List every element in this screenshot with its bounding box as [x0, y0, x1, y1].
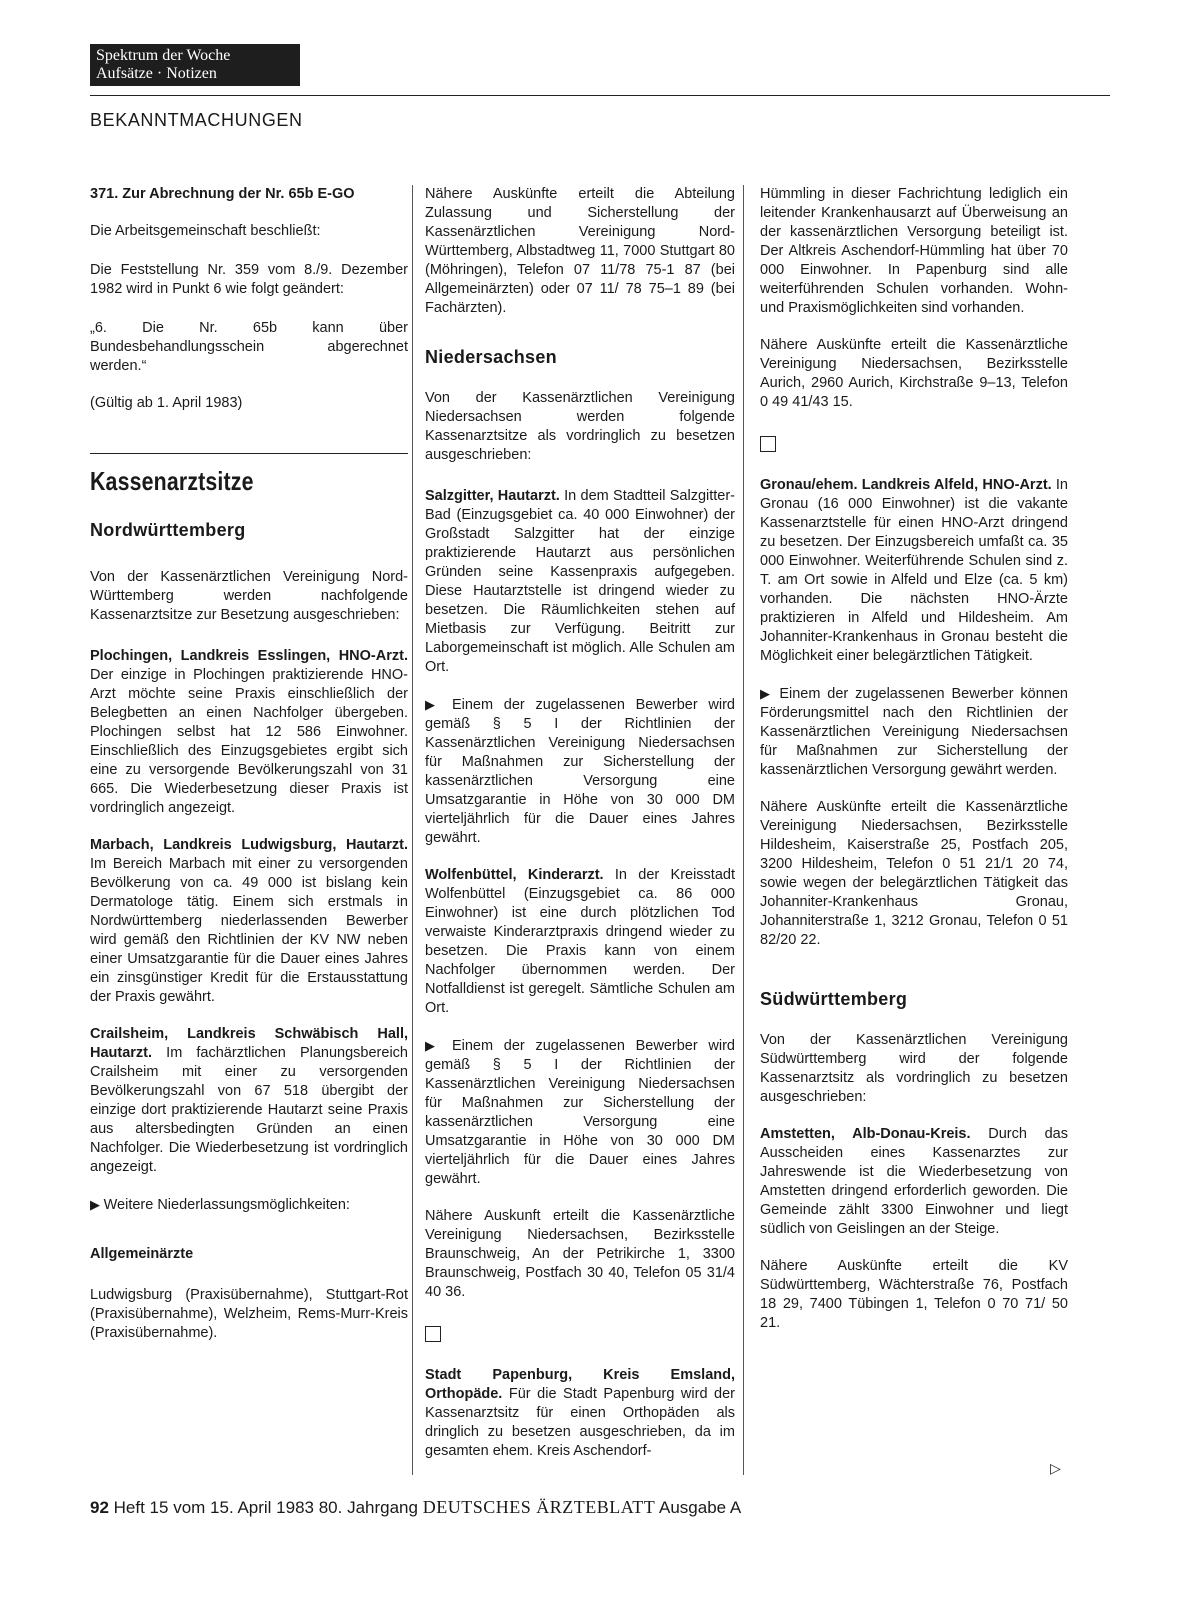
header-line-2: Aufsätze · Notizen	[96, 65, 217, 82]
continue-arrow-icon: ▷	[1050, 1460, 1061, 1476]
listing-crailsheim	[90, 1025, 408, 1177]
listing-text: Für die Stadt Papenburg wird der Kassenarztsitz für einen Orthopäden als dringlich zu besetzen ausgeschrieben, da im gesamten ehem. Kreis Aschendorf-	[425, 1386, 735, 1459]
column-header-box	[90, 44, 300, 86]
listing-title: Marbach, Landkreis Ludwigsburg, Hautarzt.	[90, 837, 408, 853]
further-options-text: Weitere Niederlassungsmöglichkeiten:	[103, 1197, 350, 1213]
applicant-note-text: Einem der zugelassenen Bewerber können Förderungsmittel nach den Richtlinien der Kassenärztlichen Vereinigung Niedersachsen für Maßnahmen zur Sicherstellung der kassenärztlichen Versorgung gewährt werden.	[760, 686, 1068, 778]
region-heading: Niedersachsen	[425, 347, 557, 367]
listing-title: Wolfenbüttel, Kinderarzt.	[425, 867, 604, 883]
listing-text: Im Bereich Marbach mit einer zu versorgenden Bevölkerung von ca. 49 000 ist bislang kein Dermatologe tätig. Einem sich erstmals in Nordwürttemberg niederlassenden Bewerber wird gemäß den Richtlinien der KV NW neben einer Umsatzgarantie für die Dauer eines Jahres ein zinsgünstiger Kredit für die Erstausstattung der Praxis gewährt.	[90, 856, 408, 1005]
allgemeinaerzte-list: Ludwigsburg (Praxisübernahme), Stuttgart-Rot (Praxisübernahme), Welzheim, Rems-Murr-Kreis (Praxisübernahme).	[90, 1287, 408, 1341]
listing-title: Amstetten, Alb-Donau-Kreis.	[760, 1126, 971, 1142]
title-rule	[90, 453, 408, 454]
applicant-note	[425, 695, 735, 848]
item-371-paragraph: „6. Die Nr. 65b kann über Bundesbehandlungsschein abgerechnet werden.“	[90, 320, 408, 374]
contact-info: Nähere Auskunft erteilt die Kassenärztliche Vereinigung Niedersachsen, Bezirksstelle Braunschweig, An der Petrikirche 1, 3300 Braunschweig, Postfach 30 40, Telefon 05 31/4 40 36.	[425, 1208, 735, 1300]
edition: Ausgabe A	[659, 1498, 742, 1517]
item-371-title: 371. Zur Abrechnung der Nr. 65b E-GO	[90, 186, 355, 202]
listing-salzgitter	[425, 487, 735, 677]
section-label: BEKANNTMACHUNGEN	[90, 110, 303, 130]
column-divider-1	[412, 185, 413, 1475]
listing-title: Stadt Papenburg, Kreis Emsland, Orthopäde.	[425, 1367, 735, 1402]
applicant-note-text: Einem der zugelassenen Bewerber wird gemäß § 5 I der Richtlinien der Kassenärztlichen Vereinigung Niedersachsen für Maßnahmen zur Sicherstellung der kassenärztlichen Versorgung eine Umsatzgarantie in Höhe von 30 000 DM vierteljährlich für die Dauer eines Jahres gewährt.	[425, 1038, 735, 1187]
listing-amstetten	[760, 1125, 1068, 1239]
region-intro: Von der Kassenärztlichen Vereinigung Nord-Württemberg werden nachfolgende Kassenarztsitze zur Besetzung ausgeschrieben:	[90, 569, 408, 623]
region-intro: Von der Kassenärztlichen Vereinigung Niedersachsen werden folgende Kassenarztsitze als vordringlich zu besetzen ausgeschrieben:	[425, 390, 735, 463]
listing-text: In dem Stadtteil Salzgitter-Bad (Einzugsgebiet ca. 40 000 Einwohner) der Großstadt Salzgitter hat der einzige praktizierende Hautarzt aus persönlichen Gründen seine Kassenpraxis aufgegeben. Diese Hautarztstelle ist dringend wieder zu besetzen. Die Räumlichkeiten stehen auf Mietbasis zur Verfügung. Beitritt zur Laborgemeinschaft ist möglich. Alle Schulen am Ort.	[425, 488, 736, 675]
listing-wolfenbuettel	[425, 866, 735, 1018]
region-intro: Von der Kassenärztlichen Vereinigung Südwürttemberg wird der folgende Kassenarztsitz als vordringlich zu besetzen ausgeschrieben:	[760, 1032, 1068, 1105]
listing-title: Crailsheim, Landkreis Schwäbisch Hall, Hautarzt.	[90, 1026, 408, 1061]
contact-info: Nähere Auskünfte erteilt die KV Südwürttemberg, Wächterstraße 76, Postfach 18 29, 7400 Tübingen 1, Telefon 0 70 71/ 50 21.	[760, 1258, 1068, 1331]
triangle-bullet-icon: ▶	[425, 1038, 452, 1053]
listing-text: In Gronau (16 000 Einwohner) ist die vakante Kassenarztstelle für einen HNO-Arzt dringend zu besetzen. Der Einzugsbereich umfaßt ca. 35 000 Einwohner. Weiterführende Schulen sind z. T. am Ort sowie in Alfeld und Elze (ca. 5 km) vorhanden. Die nächsten HNO-Ärzte praktizieren in Alfeld und Hildesheim. Am Johanniter-Krankenhaus in Gronau besteht die Möglichkeit einer belegärztlichen Tätigkeit.	[760, 477, 1068, 664]
item-371-paragraph: Die Arbeitsgemeinschaft beschließt:	[90, 223, 321, 239]
contact-info: Nähere Auskünfte erteilt die Kassenärztliche Vereinigung Niedersachsen, Bezirksstelle Aurich, 2960 Aurich, Kirchstraße 9–13, Telefon 0 49 41/43 15.	[760, 337, 1068, 410]
item-371-validity: (Gültig ab 1. April 1983)	[90, 395, 243, 411]
column-2	[425, 185, 735, 1479]
item-371-paragraph: Die Feststellung Nr. 359 vom 8./9. Dezember 1982 wird in Punkt 6 wie folgt geändert:	[90, 262, 408, 297]
listing-text: Der einzige in Plochingen praktizierende HNO-Arzt möchte seine Praxis einschließlich der Belegbetten an einen Nachfolger übergeben. Plochingen selbst hat 12 586 Einwohner. Einschließlich des Einzugsgebietes ergibt sich eine zu versorgende Bevölkerungszahl von 31 665. Die Wiederbesetzung dieser Praxis ist vordringlich angezeigt.	[90, 667, 408, 816]
contact-info: Nähere Auskünfte erteilt die Abteilung Zulassung und Sicherstellung der Kassenärztlichen Vereinigung Nord-Württemberg, Albstadtweg 11, 7000 Stuttgart 80 (Möhringen), Telefon 07 11/78 75-1 87 (bei Allgemeinärzten) oder 07 11/ 78 75–1 89 (bei Fachärzten).	[425, 186, 735, 316]
applicant-note	[760, 684, 1068, 780]
main-title: Kassenarztsitze	[90, 466, 254, 496]
header-rule	[90, 95, 1110, 96]
issue-info: Heft 15 vom 15. April 1983 80. Jahrgang	[113, 1498, 418, 1517]
region-heading: Südwürttemberg	[760, 989, 908, 1009]
column-divider-2	[743, 185, 744, 1475]
region-heading: Nordwürttemberg	[90, 520, 246, 540]
column-1	[90, 185, 408, 1361]
listing-title: Plochingen, Landkreis Esslingen, HNO-Arzt.	[90, 648, 408, 664]
page-number: 92	[90, 1498, 109, 1517]
applicant-note-text: Einem der zugelassenen Bewerber wird gemäß § 5 I der Richtlinien der Kassenärztlichen Vereinigung Niedersachsen für Maßnahmen zur Sicherstellung der kassenärztlichen Versorgung eine Umsatzgarantie in Höhe von 30 000 DM vierteljährlich für die Dauer eines Jahres gewährt.	[425, 697, 735, 846]
header-line-1: Spektrum der Woche	[96, 47, 231, 64]
listing-text: In der Kreisstadt Wolfenbüttel (Einzugsgebiet ca. 86 000 Einwohner) ist eine durch plötzlichen Tod verwaiste Kinderarztpraxis dringend wieder zu besetzen. Die Praxis kann von einem Nachfolger übernommen werden. Der Notfalldienst ist geregelt. Sämtliche Schulen am Ort.	[425, 867, 735, 1016]
listing-gronau	[760, 476, 1068, 666]
separator-square-icon	[425, 1326, 441, 1342]
listing-papenburg	[425, 1366, 735, 1461]
triangle-bullet-icon: ▶	[760, 686, 780, 701]
column-3	[760, 185, 1068, 1351]
separator-square-icon	[760, 436, 776, 452]
triangle-bullet-icon: ▶	[90, 1197, 104, 1212]
further-options	[90, 1195, 408, 1215]
listing-plochingen	[90, 647, 408, 818]
applicant-note	[425, 1036, 735, 1189]
listing-marbach	[90, 836, 408, 1007]
contact-info: Nähere Auskünfte erteilt die Kassenärztliche Vereinigung Niedersachsen, Bezirksstelle Hildesheim, Kaiserstraße 25, Postfach 205, 3200 Hildesheim, Telefon 0 51 21/1 20 74, sowie wegen der belegärztlichen Tätigkeit das Johanniter-Krankenhaus Gronau, Johanniterstraße 1, 3212 Gronau, Telefon 0 51 82/20 22.	[760, 799, 1068, 948]
triangle-bullet-icon: ▶	[425, 697, 452, 712]
listing-title: Salzgitter, Hautarzt.	[425, 488, 560, 504]
listing-text: Im fachärztlichen Planungsbereich Crailsheim mit einer zu versorgenden Bevölkerungszahl von 67 518 übergibt der einzige dort praktizierende Hautarzt seine Praxis aus altersbedingten Gründen an einen Nachfolger. Die Wiederbesetzung ist vordringlich angezeigt.	[90, 1045, 408, 1175]
sub-heading: Allgemeinärzte	[90, 1246, 194, 1262]
journal-name: DEUTSCHES ÄRZTEBLATT	[422, 1497, 656, 1517]
listing-title: Gronau/ehem. Landkreis Alfeld, HNO-Arzt.	[760, 477, 1052, 493]
page-footer	[90, 1497, 741, 1518]
listing-text: Durch das Ausscheiden eines Kassenarztes zur Jahreswende ist die Wiederbesetzung von Amstetten dringend erforderlich geworden. Die Gemeinde zählt 3300 Einwohner und liegt südlich von Geislingen an der Steige.	[760, 1126, 1068, 1237]
listing-papenburg-continued: Hümmling in dieser Fachrichtung lediglich ein leitender Krankenhausarzt auf Überweisung an der kassenärztlichen Versorgung beteiligt ist. Der Altkreis Aschendorf-Hümmling hat über 70 000 Einwohner. In Papenburg sind alle weiterführenden Schulen vorhanden. Wohn- und Praxismöglichkeiten sind vorhanden.	[760, 186, 1068, 316]
